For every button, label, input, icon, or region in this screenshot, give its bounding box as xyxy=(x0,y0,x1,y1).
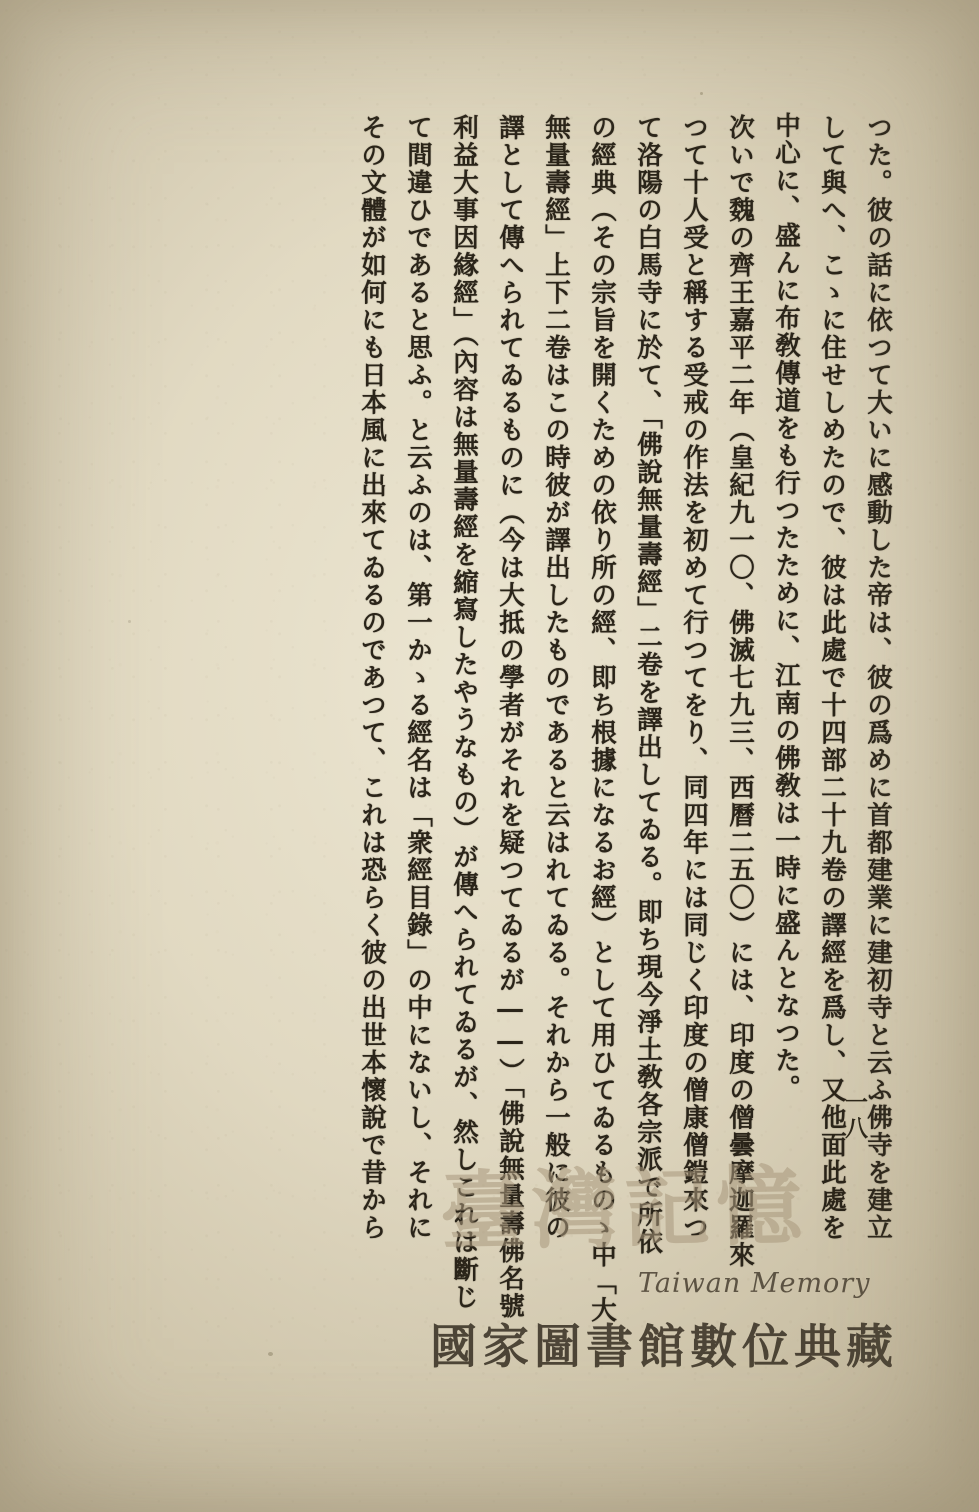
text-column-12: その文體が如何にも日本風に出來てゐるのであつて、これは恐らく彼の出世本懷說で昔から xyxy=(357,114,387,1242)
watermark-seal-text: 臺灣記憶 xyxy=(439,1155,809,1264)
page-number: 一八 xyxy=(841,1090,868,1142)
text-column-9: 譯として傳へられてゐるものに（今は大抵の學者がそれを疑つてゐるが――）「佛說無量壽佛名號 xyxy=(495,114,525,1321)
paper-speck xyxy=(700,92,703,95)
text-column-5: つて十人受と稱する受戒の作法を初めて行つてをり、同四年には同じく印度の僧康僧鎧來つ xyxy=(679,114,709,1242)
text-column-3: 中心に、盛んに布敎傳道をも行つたために、江南の佛敎は一時に盛んとなつた。 xyxy=(771,112,801,1102)
vertical-text-body xyxy=(72,112,901,1324)
watermark-latin-text: Taiwan Memory xyxy=(638,1268,871,1299)
watermark-subtitle-text: 國家圖書館數位典藏 xyxy=(430,1320,898,1375)
text-column-10: 利益大事因緣經」（內容は無量壽經を縮寫したやうなもの）が傳へられてゐるが、然しこれは斷じ xyxy=(449,114,479,1312)
text-column-2: して與へ、こゝに住せしめたので、彼は此處で十四部二十九卷の譯經を爲し、又他面此處を xyxy=(817,114,847,1242)
text-column-1: つた。彼の話に依つて大いに感動した帝は、彼の爲めに首都建業に建初寺と云ふ佛寺を建立 xyxy=(863,114,893,1242)
text-column-6: て洛陽の白馬寺に於て、「佛說無量壽經」二卷を譯出してゐる。即ち現今淨土敎各宗派で所依 xyxy=(633,114,663,1257)
text-column-11: て間違ひであると思ふ。と云ふのは、第一かゝる經名は「衆經目錄」の中にないし、それに xyxy=(403,114,433,1242)
text-column-8: 無量壽經」上下二卷はこの時彼が譯出したものであると云はれてゐる。それから一般に彼の xyxy=(541,114,571,1242)
text-column-4: 次いで魏の齊王嘉平二年（皇紀九一〇、佛滅七九三、西曆二五〇）には、印度の僧曇摩迦羅來 xyxy=(725,114,755,1269)
paper-speck xyxy=(845,980,849,983)
paper-speck xyxy=(128,620,131,623)
text-column-7: の經典（その宗旨を開くための依り所の經、即ち根據になるお經）として用ひてゐるものゝ中「大 xyxy=(587,114,617,1324)
paper-speck xyxy=(268,1352,273,1356)
